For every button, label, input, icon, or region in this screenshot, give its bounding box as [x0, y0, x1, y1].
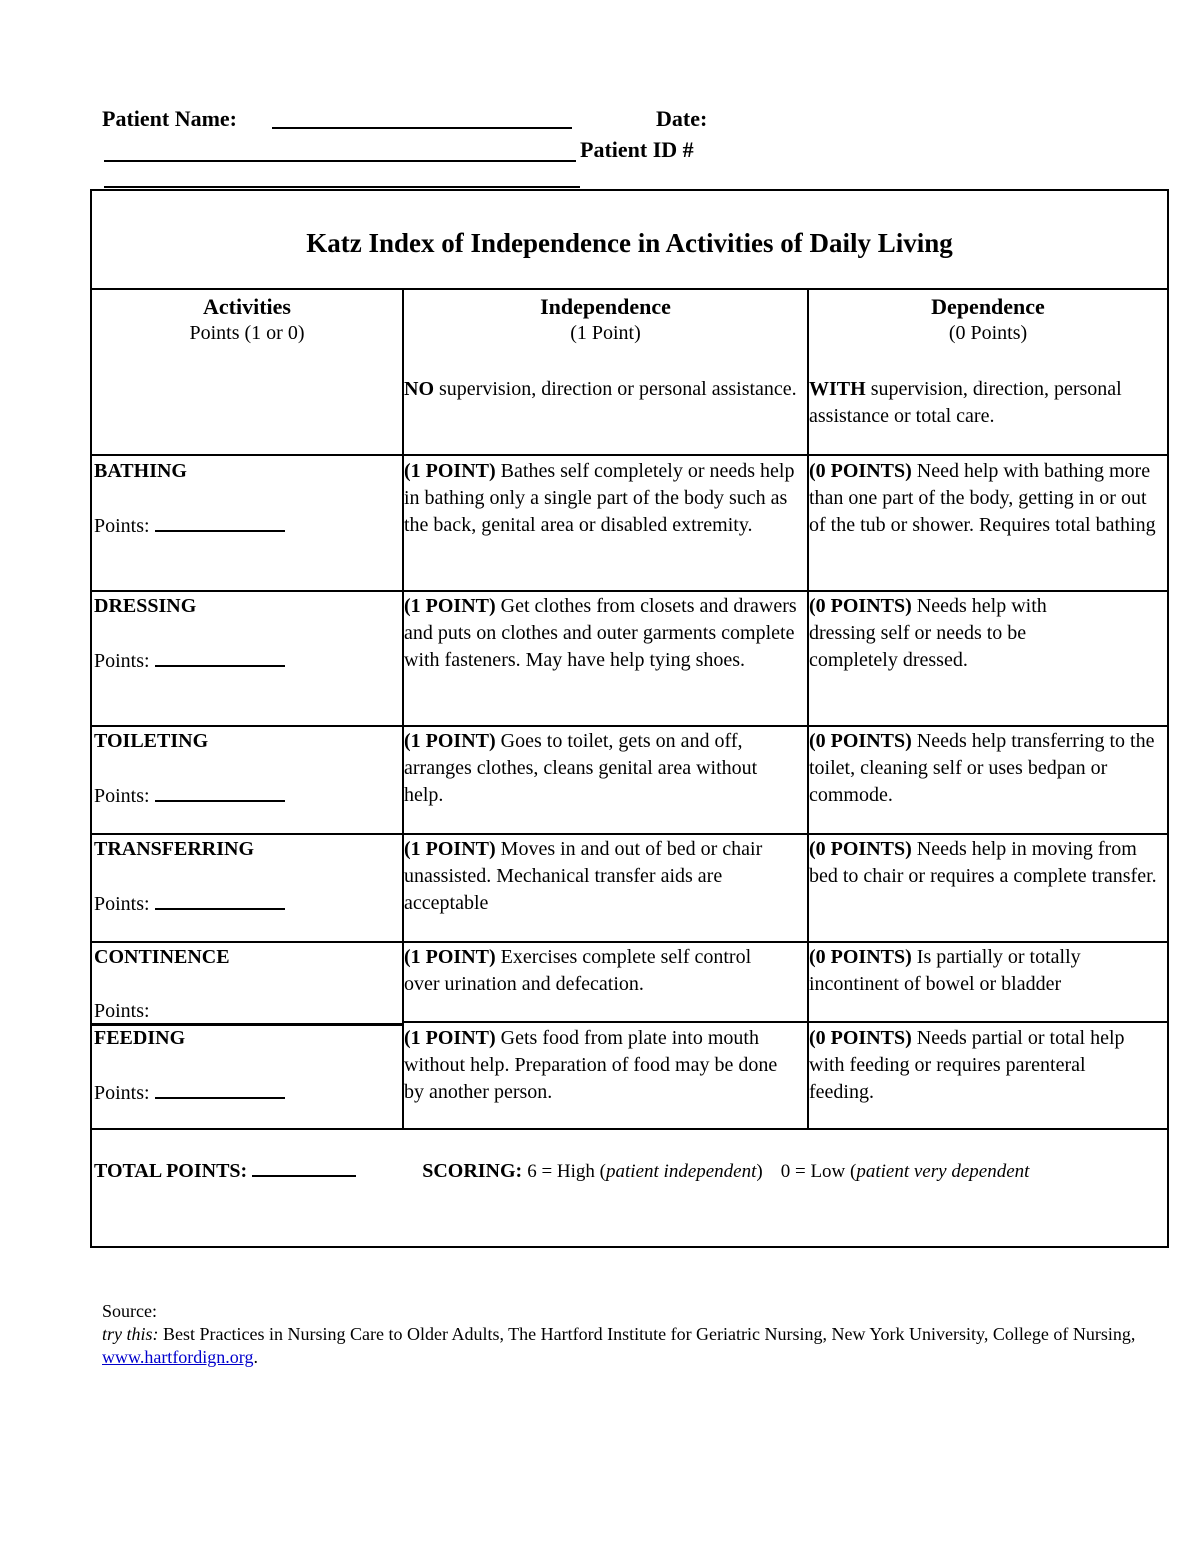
- rule-bathing: [92, 590, 1167, 592]
- col-activities-heading: Activities: [203, 294, 291, 319]
- scoring-low-italic: patient very dependent: [856, 1161, 1030, 1182]
- total-points-blank[interactable]: [252, 1157, 356, 1177]
- point-tag: (1 POINT): [404, 460, 496, 482]
- activity-name: DRESSING: [94, 595, 197, 617]
- points-blank[interactable]: [155, 782, 285, 802]
- criterion-text: Is partially or totally incontinent of bowel or bladder: [809, 946, 1081, 995]
- point-tag: (0 POINTS): [809, 595, 912, 617]
- point-tag: (0 POINTS): [809, 730, 912, 752]
- points-entry: [94, 1079, 394, 1107]
- points-label: Points:: [94, 893, 150, 915]
- rule-title: [92, 288, 1167, 290]
- col-dependence-sub: (0 Points): [948, 322, 1028, 344]
- points-entry: [94, 647, 394, 675]
- dressing-dependence: [809, 593, 1109, 674]
- activity-name: TRANSFERRING: [94, 838, 255, 860]
- criterion-text: Get clothes from closets and drawers and puts on clothes and outer garments complete with fasteners. May have help tying shoes.: [404, 595, 797, 671]
- scoring-high: [527, 1161, 763, 1182]
- scoring-label: SCORING:: [422, 1160, 523, 1182]
- dependence-definition: [809, 376, 1159, 430]
- scoring-high-text: 6 = High (: [527, 1161, 607, 1182]
- criterion-text: Exercises complete self control over urination and defecation.: [404, 946, 752, 995]
- form-title: Katz Index of Independence in Activities of Daily Living: [306, 228, 953, 258]
- feeding-dependence: [809, 1025, 1149, 1106]
- point-tag: (1 POINT): [404, 730, 496, 752]
- points-label: Points:: [94, 515, 150, 537]
- activity-bathing: [94, 458, 394, 540]
- col-dependence: [809, 293, 1167, 347]
- criterion-text: Goes to toilet, gets on and off, arranges clothes, cleans genital area without help.: [404, 730, 758, 806]
- toileting-dependence: [809, 728, 1165, 809]
- point-tag: (1 POINT): [404, 838, 496, 860]
- continence-dependence: [809, 944, 1149, 998]
- points-entry: [94, 512, 394, 540]
- activity-name: BATHING: [94, 460, 187, 482]
- dressing-independence: [404, 593, 800, 674]
- source-note: [102, 1300, 1162, 1369]
- points-blank[interactable]: [155, 890, 285, 910]
- independence-definition-text: supervision, direction or personal assistance.: [434, 378, 797, 400]
- points-blank[interactable]: [155, 1079, 285, 1099]
- point-tag: (1 POINT): [404, 946, 496, 968]
- independence-definition: [404, 376, 799, 403]
- criterion-text: Need help with bathing more than one part of the body, getting in or out of the tub or shower. Requires total bathing: [809, 460, 1156, 536]
- criterion-text: Gets food from plate into mouth without help. Preparation of food may be done by another person.: [404, 1027, 778, 1103]
- col-activities-sub: Points (1 or 0): [189, 322, 305, 344]
- col-independence-sub: (1 Point): [570, 322, 641, 344]
- date-field[interactable]: [104, 160, 576, 162]
- patient-name-field[interactable]: [272, 127, 572, 129]
- source-citation: [102, 1323, 1162, 1369]
- col-dependence-heading: Dependence: [931, 294, 1045, 319]
- total-points-label: TOTAL POINTS:: [94, 1160, 248, 1182]
- rule-dressing: [92, 725, 1167, 727]
- patient-name-label: Patient Name:: [102, 106, 238, 131]
- activity-name: TOILETING: [94, 730, 209, 752]
- points-entry: [94, 890, 394, 918]
- activity-dressing: [94, 593, 394, 675]
- rule-transferring: [92, 941, 1167, 943]
- rule-feeding: [92, 1128, 1167, 1130]
- point-tag: (0 POINTS): [809, 946, 912, 968]
- patient-id-field[interactable]: [104, 186, 580, 188]
- activity-continence: [94, 944, 394, 1025]
- criterion-text: Needs help with dressing self or needs to be completely dressed.: [809, 595, 1047, 671]
- criterion-text: Needs help transferring to the toilet, cleaning self or uses bedpan or commode.: [809, 730, 1155, 806]
- bathing-dependence: [809, 458, 1161, 539]
- rule-continence-right: [403, 1021, 1167, 1023]
- patient-id-label: Patient ID #: [580, 137, 694, 162]
- rule-toileting: [92, 833, 1167, 835]
- try-this: try this:: [102, 1324, 159, 1344]
- dependence-definition-bold: WITH: [809, 378, 866, 400]
- points-entry: [94, 782, 394, 810]
- hartford-link[interactable]: www.hartfordign.org: [102, 1347, 254, 1367]
- criterion-text: Needs partial or total help with feeding or requires parenteral feeding.: [809, 1027, 1125, 1103]
- point-tag: (1 POINT): [404, 595, 496, 617]
- col-independence: [404, 293, 807, 347]
- activity-transferring: [94, 836, 394, 918]
- katz-index-form: [90, 189, 1169, 1248]
- activity-feeding: [94, 1025, 394, 1107]
- scoring-low-text: 0 = Low (: [780, 1161, 857, 1182]
- points-label: Points:: [94, 1082, 150, 1104]
- col-activities: [92, 293, 402, 347]
- points-blank[interactable]: [155, 647, 285, 667]
- continence-independence: [404, 944, 788, 998]
- scoring-high-close: ): [756, 1161, 763, 1182]
- feeding-independence: [404, 1025, 788, 1106]
- citation-end: .: [253, 1347, 258, 1367]
- point-tag: (0 POINTS): [809, 838, 912, 860]
- activity-name: FEEDING: [94, 1027, 186, 1049]
- date-label: Date:: [656, 106, 708, 131]
- transferring-dependence: [809, 836, 1161, 890]
- points-label: Points:: [94, 650, 150, 672]
- criterion-text: Needs help in moving from bed to chair or requires a complete transfer.: [809, 838, 1157, 887]
- toileting-independence: [404, 728, 788, 809]
- dependence-definition-text: supervision, direction, personal assistance or total care.: [809, 378, 1122, 427]
- rule-header: [92, 454, 1167, 456]
- point-tag: (0 POINTS): [809, 460, 912, 482]
- point-tag: (1 POINT): [404, 1027, 496, 1049]
- points-entry: [94, 998, 394, 1025]
- scoring-high-italic: patient independent: [606, 1161, 757, 1182]
- criterion-text: Moves in and out of bed or chair unassisted. Mechanical transfer aids are acceptable: [404, 838, 763, 914]
- independence-definition-bold: NO: [404, 378, 434, 400]
- citation-text: Best Practices in Nursing Care to Older Adults, The Hartford Institute for Geriatric Nursing, New York University, College of Nursing,: [158, 1324, 1136, 1344]
- col-independence-heading: Independence: [540, 294, 671, 319]
- rule-col-1: [402, 288, 404, 1130]
- activity-name: CONTINENCE: [94, 946, 230, 968]
- points-blank[interactable]: [155, 512, 285, 532]
- activity-toileting: [94, 728, 394, 810]
- scoring-low: [781, 1161, 1030, 1182]
- total-scoring-row: [94, 1157, 1029, 1185]
- criterion-text: Bathes self completely or needs help in bathing only a single part of the body such as the back, genital area or disabled extremity.: [404, 460, 795, 536]
- points-label: Points:: [94, 1000, 150, 1022]
- bathing-independence: [404, 458, 800, 539]
- point-tag: (0 POINTS): [809, 1027, 912, 1049]
- points-label: Points:: [94, 785, 150, 807]
- source-label: Source:: [102, 1301, 157, 1321]
- transferring-independence: [404, 836, 788, 917]
